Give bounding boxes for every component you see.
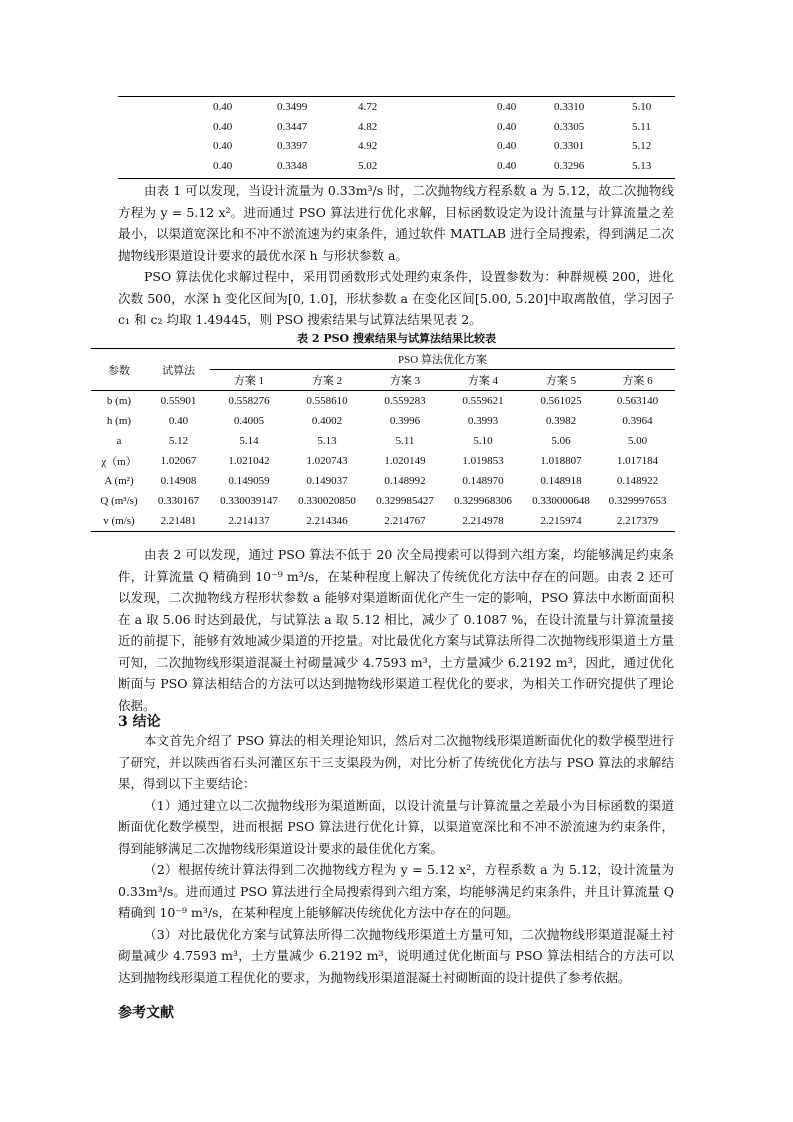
table2-value-cell: 0.330000648 (532, 495, 590, 507)
table1-cell: 0.3499 (277, 101, 308, 113)
table2-param-cell: a (116, 435, 122, 447)
table1-top-rule (118, 96, 675, 97)
paragraph: 由表 1 可以发现，当设计流量为 0.33m³/s 时，二次抛物线方程系数 a 为 5.12，故二次抛物线方程为 y = 5.12 x²。进而通过 PSO 算法进行优化求解，目标函数设定为设计流量与计算流量之差最小，以渠道宽深比和不冲不淤流速为约束条件，通过软件 MATLAB 进行全局搜索，得到满足二次抛物线形渠道设计要求的最优水深 h 与形状参数 a。 (118, 183, 674, 263)
table1-cell: 5.13 (632, 159, 652, 172)
paragraph: 本文首先介绍了 PSO 算法的相关理论知识，然后对二次抛物线形渠道断面优化的数学模型进行了研究，并以陕西省石头河灌区东干三支渠段为例，对比分析了传统优化方法与 PSO 算法的求解结果，得到以下主要结论： (118, 733, 674, 791)
body-text-3 (118, 730, 674, 988)
table1-cell: 4.82 (358, 120, 378, 133)
table2-value-cell: 5.00 (627, 435, 648, 447)
table2 (91, 348, 675, 532)
table1-cell: 0.40 (497, 140, 517, 152)
table2-value-cell: 0.55901 (160, 395, 197, 407)
table2-scheme-header: 方案 2 (288, 370, 366, 391)
table2-value-cell: 0.3996 (389, 415, 421, 427)
table1-bottom-rule (118, 178, 675, 179)
table2-scheme-header: 方案 6 (600, 370, 675, 391)
table2-value-cell: 1.021042 (228, 455, 270, 467)
table2-value-cell: 1.018807 (540, 455, 582, 467)
table2-value-cell: 0.148918 (540, 475, 582, 487)
paragraph: 由表 2 可以发现，通过 PSO 算法不低于 20 次全局搜索可以得到六组方案，均能够满足约束条件，计算流量 Q 精确到 10⁻⁹ m³/s，在某种程度上解决了传统优化方法中存在的问题。由表 2 还可以发现，二次抛物线方程形状参数 a 能够对渠道断面优化产生一定的影响，PSO 算法中水断面面积在 a 取 5.06 时达到最优，与试算法 a 取 5.12 相比，减少了 0.1087 %，在设计流量与计算流量接近的前提下，能够有效地减少渠道的开挖量。对比最优化方案与试算法所得二次抛物线形渠道土方量可知，二次抛物线形渠道混凝土衬砌量减少 4.7593 m³，土方量减少 6.2192 m³，因此，通过优化断面与 PSO 算法相结合的方法可以达到抛物线形渠道工程优化的要求，为相关工作研究提供了理论依据。 (118, 547, 674, 713)
table2-param-cell: b (m) (106, 395, 132, 407)
table1-cell: 4.92 (358, 140, 378, 152)
table2-caption: 表 2 PSO 搜索结果与试算法结果比较表 (297, 332, 496, 345)
table2-value-cell: 5.11 (395, 435, 415, 447)
table2-value-cell: 0.563140 (616, 395, 659, 407)
body-text-1 (118, 180, 674, 331)
table1-cell: 0.40 (213, 140, 233, 152)
table2-param-cell: A (m²) (104, 475, 134, 487)
table2-value-cell: 2.214346 (288, 511, 366, 532)
table2-body (91, 391, 675, 532)
table1-cell: 0.3447 (277, 120, 308, 133)
table2-value-cell: 0.4005 (233, 415, 265, 427)
table-row (91, 431, 675, 451)
table2-header-group: PSO 算法优化方案 (210, 349, 675, 370)
table-row (91, 471, 675, 491)
table1-cell: 0.3310 (554, 101, 585, 113)
table-row (91, 491, 675, 511)
table2-value-cell: 0.561025 (540, 395, 582, 407)
table2-value-cell: 0.559621 (462, 395, 504, 407)
table2-param-cell: h (m) (106, 415, 132, 427)
section-heading: 3 结论 (118, 714, 161, 730)
table2-param-cell: Q (m³/s) (100, 495, 138, 507)
table2-value-cell: 2.21481 (147, 511, 210, 532)
table-row (91, 411, 675, 431)
table2-value-cell: 0.329997653 (608, 495, 667, 507)
table2-value-cell: 2.214978 (444, 511, 522, 532)
table2-value-cell: 0.558610 (306, 395, 348, 407)
table2-value-cell: 5.13 (317, 435, 337, 447)
references-heading: 参考文献 (118, 1005, 174, 1021)
table2-value-cell: 0.149059 (228, 475, 270, 487)
table2-value-cell: 2.214767 (366, 511, 444, 532)
table1-cell: 0.3296 (554, 159, 585, 172)
table1-cell: 0.3397 (277, 140, 308, 152)
table2-value-cell: 1.020149 (384, 455, 426, 467)
table1-cell: 0.40 (497, 159, 517, 172)
table1-cell: 5.02 (358, 159, 378, 172)
table2-value-cell: 0.148992 (384, 475, 426, 487)
table2-value-cell: 5.12 (168, 435, 189, 447)
table2-value-cell: 0.329968306 (454, 495, 512, 507)
table2-scheme-header: 方案 5 (522, 370, 600, 391)
table1-cell: 0.3348 (277, 159, 308, 172)
table2-scheme-header: 方案 3 (366, 370, 444, 391)
table2-value-cell: 0.14908 (160, 475, 197, 487)
table2-value-cell: 0.148922 (616, 475, 659, 487)
paragraph: PSO 算法优化求解过程中，采用罚函数形式处理约束条件，设置参数为：种群规模 200，进化次数 500，水深 h 变化区间为[0, 1.0]，形状参数 a 在变化区间[5.00, 5.20]中取离散值，学习因子 c₁ 和 c₂ 均取 1.49445，则 PSO 搜索结果与试算法结果见表 2。 (118, 269, 674, 327)
table2-value-cell: 0.149037 (306, 475, 348, 487)
table1-cell: 4.72 (358, 101, 378, 113)
table2-value-cell: 5.14 (239, 435, 259, 447)
table2-header-trial: 试算法 (147, 349, 210, 391)
table2-value-cell: 0.330039147 (220, 495, 278, 507)
table2-value-cell: 5.10 (473, 435, 493, 447)
table1-cell: 5.10 (632, 101, 652, 113)
table2-value-cell: 0.559283 (384, 395, 426, 407)
table2-scheme-header: 方案 1 (210, 370, 288, 391)
table2-value-cell: 1.020743 (306, 455, 348, 467)
conclusion-item: （3）对比最优化方案与试算法所得二次抛物线形渠道土方量可知，二次抛物线形渠道混凝土衬砌量减少 4.7593 m³，土方量减少 6.2192 m³，说明通过优化断面与 PSO 算法相结合的方法可以达到抛物线形渠道工程优化的要求，为抛物线形渠道混凝土衬砌断面的设计提供了参考依据。 (118, 926, 674, 985)
body-text-2 (118, 544, 674, 716)
table2-value-cell: 0.4002 (311, 415, 343, 427)
table-row (91, 451, 675, 471)
table2-scheme-header: 方案 4 (444, 370, 522, 391)
table2-param-cell: χ（m） (101, 456, 137, 468)
table1-cell: 0.3301 (554, 140, 585, 152)
table2-value-cell: 0.40 (168, 415, 189, 427)
table2-value-cell: 0.330020850 (298, 495, 356, 507)
table1-cell: 0.40 (497, 101, 517, 113)
conclusion-item: （2）根据传统计算法得到二次抛物线方程为 y = 5.12 x²，方程系数 a 为 5.12，设计流量为 0.33m³/s。进而通过 PSO 算法进行全局搜索得到六组方案，均能够满足约束条件，并且计算流量 Q 精确到 10⁻⁹ m³/s，在某种程度上能够解决传统优化方法中存在的问题。 (118, 862, 674, 920)
table-row (91, 391, 675, 412)
conclusion-item: （1）通过建立以二次抛物线形为渠道断面，以设计流量与计算流量之差最小为目标函数的渠道断面优化数学模型，进而根据 PSO 算法进行优化计算，以渠道宽深比和不冲不淤流速为约束条件，得到能够满足二次抛物线形渠道设计要求的最佳优化方案。 (118, 797, 674, 856)
table2-header-param: 参数 (91, 349, 147, 391)
table2-value-cell: 2.214137 (210, 511, 288, 532)
table2-value-cell: 0.330167 (157, 495, 200, 507)
table1-cell: 0.3305 (554, 120, 585, 133)
table2-value-cell: 0.3982 (545, 415, 577, 427)
table2-value-cell: 1.02067 (160, 455, 197, 467)
table1-cell: 0.40 (213, 159, 233, 172)
table2-param-cell: v (m/s) (91, 511, 147, 532)
table-row (91, 511, 675, 532)
table2-value-cell: 0.3993 (467, 415, 499, 427)
table1-cell: 5.11 (632, 120, 651, 133)
table2-value-cell: 0.558276 (228, 395, 270, 407)
table1-cell: 0.40 (213, 101, 233, 113)
table2-value-cell: 5.06 (551, 435, 571, 447)
table2-value-cell: 2.215974 (522, 511, 600, 532)
table1-cell: 0.40 (497, 120, 517, 133)
table2-value-cell: 2.217379 (600, 511, 675, 532)
table2-value-cell: 0.148970 (462, 475, 504, 487)
table2-value-cell: 0.3964 (622, 415, 653, 427)
table1-cell: 0.40 (213, 120, 233, 133)
table2-value-cell: 1.017184 (616, 455, 659, 467)
table2-value-cell: 1.019853 (462, 455, 504, 467)
table1-cell: 5.12 (632, 140, 652, 152)
table2-value-cell: 0.329985427 (376, 495, 434, 507)
